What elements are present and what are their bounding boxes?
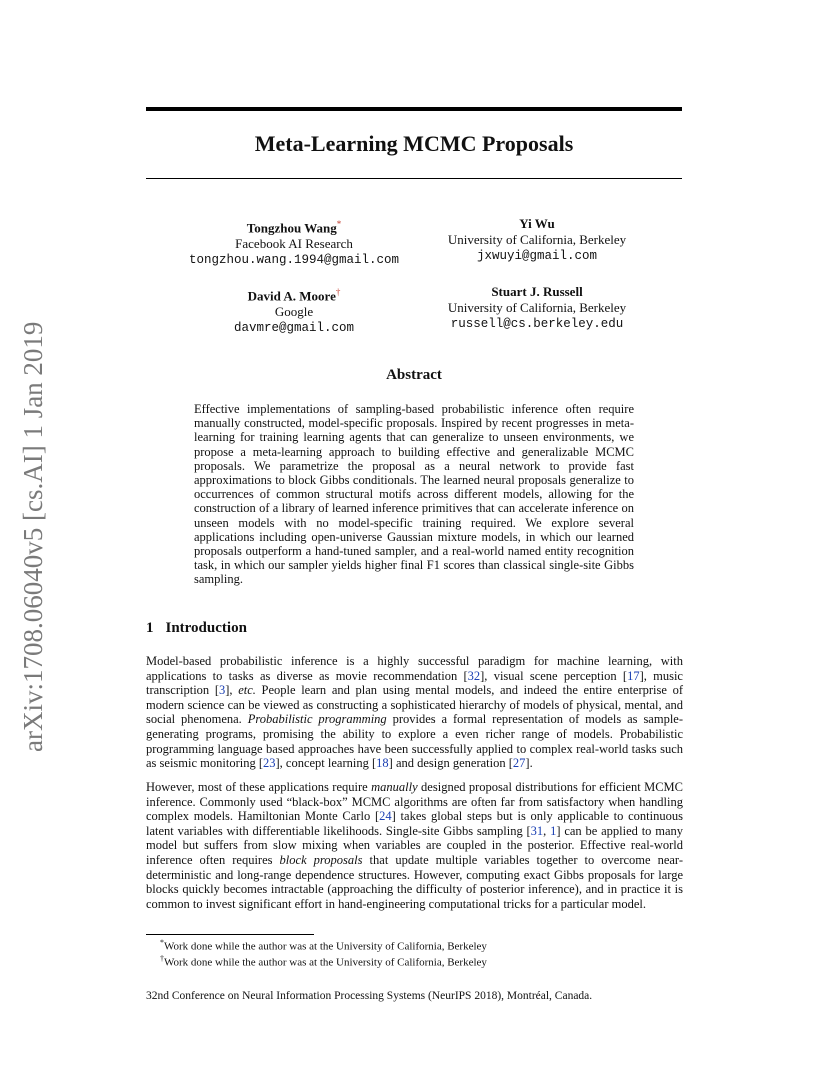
author-name: Stuart J. Russell bbox=[491, 284, 583, 299]
footnote bbox=[160, 952, 487, 970]
abstract-text: Effective implementations of sampling-based probabilistic inference often require manually constructed, model-specific proposals. Inspired by recent progresses in meta-learning for training learning agents that can generalize to unseen environments, we propose a meta-learning approach to building effective and generalizable MCMC proposals. We parametrize the proposal as a neural network to provide fast approximations to block Gibbs conditionals. The learned neural proposals generalize to occurrences of common structural motifs across different models, allowing for the construction of a library of learned inference primitives that can accelerate inference on unseen models with no model-specific training required. We explore several applications including open-universe Gaussian mixture models, in which our learned proposals outperform a hand-tuned sampler, and a real-world named entity recognition task, in which our sampler yields higher final F1 scores than classical single-site Gibbs sampling. bbox=[194, 402, 634, 587]
footnote-text: Work done while the author was at the University of California, Berkeley bbox=[164, 956, 487, 969]
citation-link[interactable]: 3 bbox=[219, 683, 226, 698]
author-email: tongzhou.wang.1994@gmail.com bbox=[188, 253, 400, 268]
footnote-text: Work done while the author was at the University of California, Berkeley bbox=[164, 940, 487, 953]
text-run: Model-based probabilistic inference is a highly successful paradigm for machine learning, with applications to tasks as diverse as movie recommendation [ bbox=[146, 654, 683, 683]
citation-link[interactable]: 32 bbox=[467, 668, 481, 683]
author-email: jxwuyi@gmail.com bbox=[476, 249, 598, 263]
conference-venue: 32nd Conference on Neural Information Processing Systems (NeurIPS 2018), Montréal, Canada. bbox=[146, 990, 593, 1002]
section-title: Introduction bbox=[165, 620, 247, 636]
text-run: However, most of these applications require bbox=[146, 780, 372, 794]
author-affiliation: University of California, Berkeley bbox=[447, 300, 627, 315]
emphasis-text: Probabilistic programming bbox=[247, 712, 387, 727]
arxiv-stamp: arXiv:1708.06040v5 [cs.AI] 1 Jan 2019 bbox=[18, 321, 48, 752]
section-heading bbox=[146, 620, 247, 637]
title-bottom-rule bbox=[146, 178, 682, 179]
author-block bbox=[387, 284, 687, 332]
author-name: Yi Wu bbox=[519, 216, 555, 231]
text-run: designed proposal distributions for efficient MCMC inference. Commonly used “black-box” MCMC algorithms are often far from satisfactory when handling complex models. Hamiltonian Monte Carlo [ bbox=[146, 780, 683, 824]
citation-link[interactable]: 1 bbox=[550, 823, 557, 838]
author-affiliation: University of California, Berkeley bbox=[447, 232, 627, 247]
text-run: provides a formal representation of models as sample-generating programs, promising the ability to explore a even richer range of models. Probabilistic programming language based approaches have been successfully applied to complex real-world tasks such as seismic monitoring [ bbox=[146, 712, 684, 771]
citation-link[interactable]: 17 bbox=[627, 668, 640, 683]
author-name: Tongzhou Wang bbox=[246, 220, 337, 236]
citation-link[interactable]: 18 bbox=[376, 756, 389, 771]
author-email: davmre@gmail.com bbox=[233, 321, 355, 336]
footnote-rule bbox=[146, 934, 314, 935]
text-run: People learn and plan using mental models, and indeed the entire enterprise of modern science can be viewed as constructing a sophisticated hierarchy of models of physical, mental, and social phenomena. bbox=[146, 683, 683, 727]
section-number: 1 bbox=[146, 620, 154, 636]
citation-link[interactable]: 23 bbox=[263, 756, 276, 771]
emphasis-text: block proposals bbox=[279, 852, 363, 867]
citation-link[interactable]: 24 bbox=[379, 809, 392, 824]
abstract-heading: Abstract bbox=[386, 367, 442, 383]
author-email: russell@cs.berkeley.edu bbox=[450, 317, 624, 331]
intro-paragraph-1 bbox=[146, 654, 683, 771]
emphasis-text: manually bbox=[371, 780, 418, 794]
text-run: ]. bbox=[525, 756, 533, 771]
emphasis-text: etc. bbox=[238, 683, 256, 698]
text-run: ], music transcription [ bbox=[146, 668, 683, 698]
title-top-rule bbox=[146, 107, 682, 111]
paper-title: Meta-Learning MCMC Proposals bbox=[254, 131, 574, 156]
author-name: David A. Moore bbox=[247, 288, 336, 304]
text-run: ] and design generation [ bbox=[388, 756, 513, 771]
text-run: , bbox=[543, 823, 551, 838]
author-footnote-mark: † bbox=[335, 287, 341, 297]
text-run: ] takes global steps but is only applicable to continuous latent variables with differentiable likelihoods. Single-site Gibbs sampling [ bbox=[146, 809, 683, 838]
citation-link[interactable]: 31 bbox=[530, 823, 544, 838]
footnote-mark: † bbox=[160, 954, 164, 963]
footnote-mark: * bbox=[160, 938, 164, 947]
author-footnote-mark: * bbox=[336, 219, 342, 229]
text-run: that update multiple variables together to overcome near-deterministic and long-range dependence structures. However, computing exact Gibbs proposals for large blocks quickly becomes intractable (approaching the difficulty of posterior inference), and in practice it is common to invest significant effort in hand-engineering computational tricks for a particular model. bbox=[146, 852, 684, 911]
author-block bbox=[387, 216, 687, 264]
text-run: ] can be applied to many model but suffers from slow mixing when variables are coupled in the posterior. Effective real-world inference often requires bbox=[146, 823, 683, 867]
text-run: ], bbox=[225, 683, 239, 698]
citation-link[interactable]: 27 bbox=[512, 756, 526, 771]
author-affiliation: Facebook AI Research bbox=[235, 236, 353, 252]
intro-paragraph-2 bbox=[146, 780, 683, 911]
text-run: ], concept learning [ bbox=[275, 756, 377, 771]
text-run: ], visual scene perception [ bbox=[480, 668, 628, 683]
footnote bbox=[160, 936, 487, 954]
author-affiliation: Google bbox=[274, 304, 314, 320]
